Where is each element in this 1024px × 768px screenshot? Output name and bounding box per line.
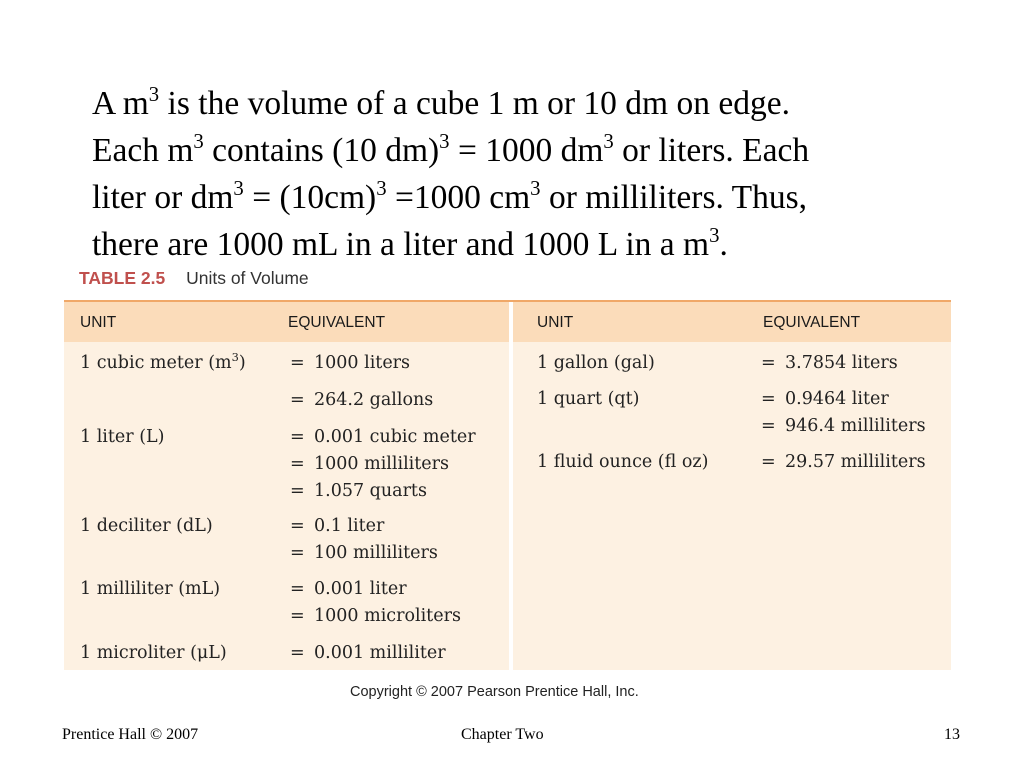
text: A m bbox=[92, 85, 149, 122]
table-row-equivalents bbox=[761, 350, 898, 377]
table-row-equivalents bbox=[290, 350, 433, 414]
equivalent-value: = 264.2 gallons bbox=[290, 387, 433, 414]
superscript: 3 bbox=[530, 177, 541, 201]
intro-paragraph bbox=[92, 80, 972, 268]
table-row-unit: 1 deciliter (dL) bbox=[80, 516, 213, 536]
equivalent-value: = 3.7854 liters bbox=[761, 350, 898, 377]
copyright-notice: Copyright © 2007 Pearson Prentice Hall, Inc. bbox=[350, 684, 639, 700]
table-row-equivalents bbox=[761, 449, 926, 476]
equivalent-value: = 0.001 cubic meter bbox=[290, 424, 476, 451]
superscript: 3 bbox=[439, 130, 450, 154]
intro-line-1 bbox=[92, 80, 972, 127]
equivalent-value: = 1000 microliters bbox=[290, 603, 461, 630]
footer-chapter: Chapter Two bbox=[461, 726, 544, 743]
equivalent-value: = 1.057 quarts bbox=[290, 478, 476, 505]
equivalent-value: = 100 milliliters bbox=[290, 540, 438, 567]
text: = (10cm) bbox=[243, 179, 377, 216]
equivalent-value: = 0.1 liter bbox=[290, 513, 438, 540]
equivalent-value: = 946.4 milliliters bbox=[761, 413, 926, 440]
intro-line-2 bbox=[92, 127, 972, 174]
superscript: 3 bbox=[193, 130, 204, 154]
table-row-unit bbox=[80, 350, 246, 377]
table-row-unit: 1 quart (qt) bbox=[537, 389, 640, 409]
equivalent-value: = 0.001 liter bbox=[290, 576, 461, 603]
table-header-row bbox=[513, 302, 951, 342]
superscript: 3 bbox=[603, 130, 614, 154]
table-row-equivalents bbox=[290, 640, 446, 667]
text: =1000 cm bbox=[386, 179, 531, 216]
text: Each m bbox=[92, 132, 194, 169]
table-row-equivalents bbox=[290, 576, 461, 630]
superscript: 3 bbox=[233, 177, 244, 201]
table-row-unit: 1 liter (L) bbox=[80, 427, 165, 447]
intro-line-4 bbox=[92, 221, 972, 268]
text: there are 1000 mL in a liter and 1000 L in a m bbox=[92, 226, 710, 263]
superscript: 3 bbox=[376, 177, 387, 201]
equivalent-value: = 1000 liters bbox=[290, 350, 433, 377]
superscript: 3 bbox=[709, 224, 720, 248]
table-row-equivalents bbox=[761, 386, 926, 440]
column-header-equivalent: EQUIVALENT bbox=[288, 314, 386, 331]
equivalent-value: = 0.001 milliliter bbox=[290, 640, 446, 667]
table-left-panel bbox=[64, 302, 509, 670]
text: is the volume of a cube 1 m or 10 dm on edge. bbox=[159, 85, 790, 122]
superscript: 3 bbox=[231, 350, 239, 365]
text: contains (10 dm) bbox=[203, 132, 440, 169]
text: . bbox=[719, 226, 728, 263]
footer-page-number: 13 bbox=[944, 726, 960, 743]
table-row-unit: 1 milliliter (mL) bbox=[80, 579, 221, 599]
text: or liters. Each bbox=[613, 132, 810, 169]
column-header-equivalent: EQUIVALENT bbox=[763, 314, 861, 331]
text: 1 cubic meter (m bbox=[80, 353, 232, 373]
table-row-unit: 1 microliter (μL) bbox=[80, 643, 227, 663]
table-row-unit: 1 gallon (gal) bbox=[537, 353, 655, 373]
table-row-unit: 1 fluid ounce (fl oz) bbox=[537, 452, 709, 472]
table-row-equivalents bbox=[290, 424, 476, 505]
footer-publisher: Prentice Hall © 2007 bbox=[62, 726, 199, 743]
equivalent-value: = 1000 milliliters bbox=[290, 451, 476, 478]
table-row-equivalents bbox=[290, 513, 438, 567]
superscript: 3 bbox=[148, 83, 160, 107]
table-title: Units of Volume bbox=[186, 268, 309, 288]
table-number: TABLE 2.5 bbox=[79, 268, 166, 288]
text: or milliliters. Thus, bbox=[540, 179, 808, 216]
column-header-unit: UNIT bbox=[537, 314, 574, 331]
text: liter or dm bbox=[92, 179, 234, 216]
table-caption bbox=[79, 268, 309, 289]
text: = 1000 dm bbox=[449, 132, 604, 169]
table-right-panel bbox=[513, 302, 951, 670]
column-header-unit: UNIT bbox=[80, 314, 117, 331]
equivalent-value: = 0.9464 liter bbox=[761, 386, 926, 413]
table-header-row bbox=[64, 302, 509, 342]
text: ) bbox=[238, 353, 246, 373]
units-of-volume-table bbox=[64, 300, 951, 670]
intro-line-3 bbox=[92, 174, 972, 221]
equivalent-value: = 29.57 milliliters bbox=[761, 449, 926, 476]
